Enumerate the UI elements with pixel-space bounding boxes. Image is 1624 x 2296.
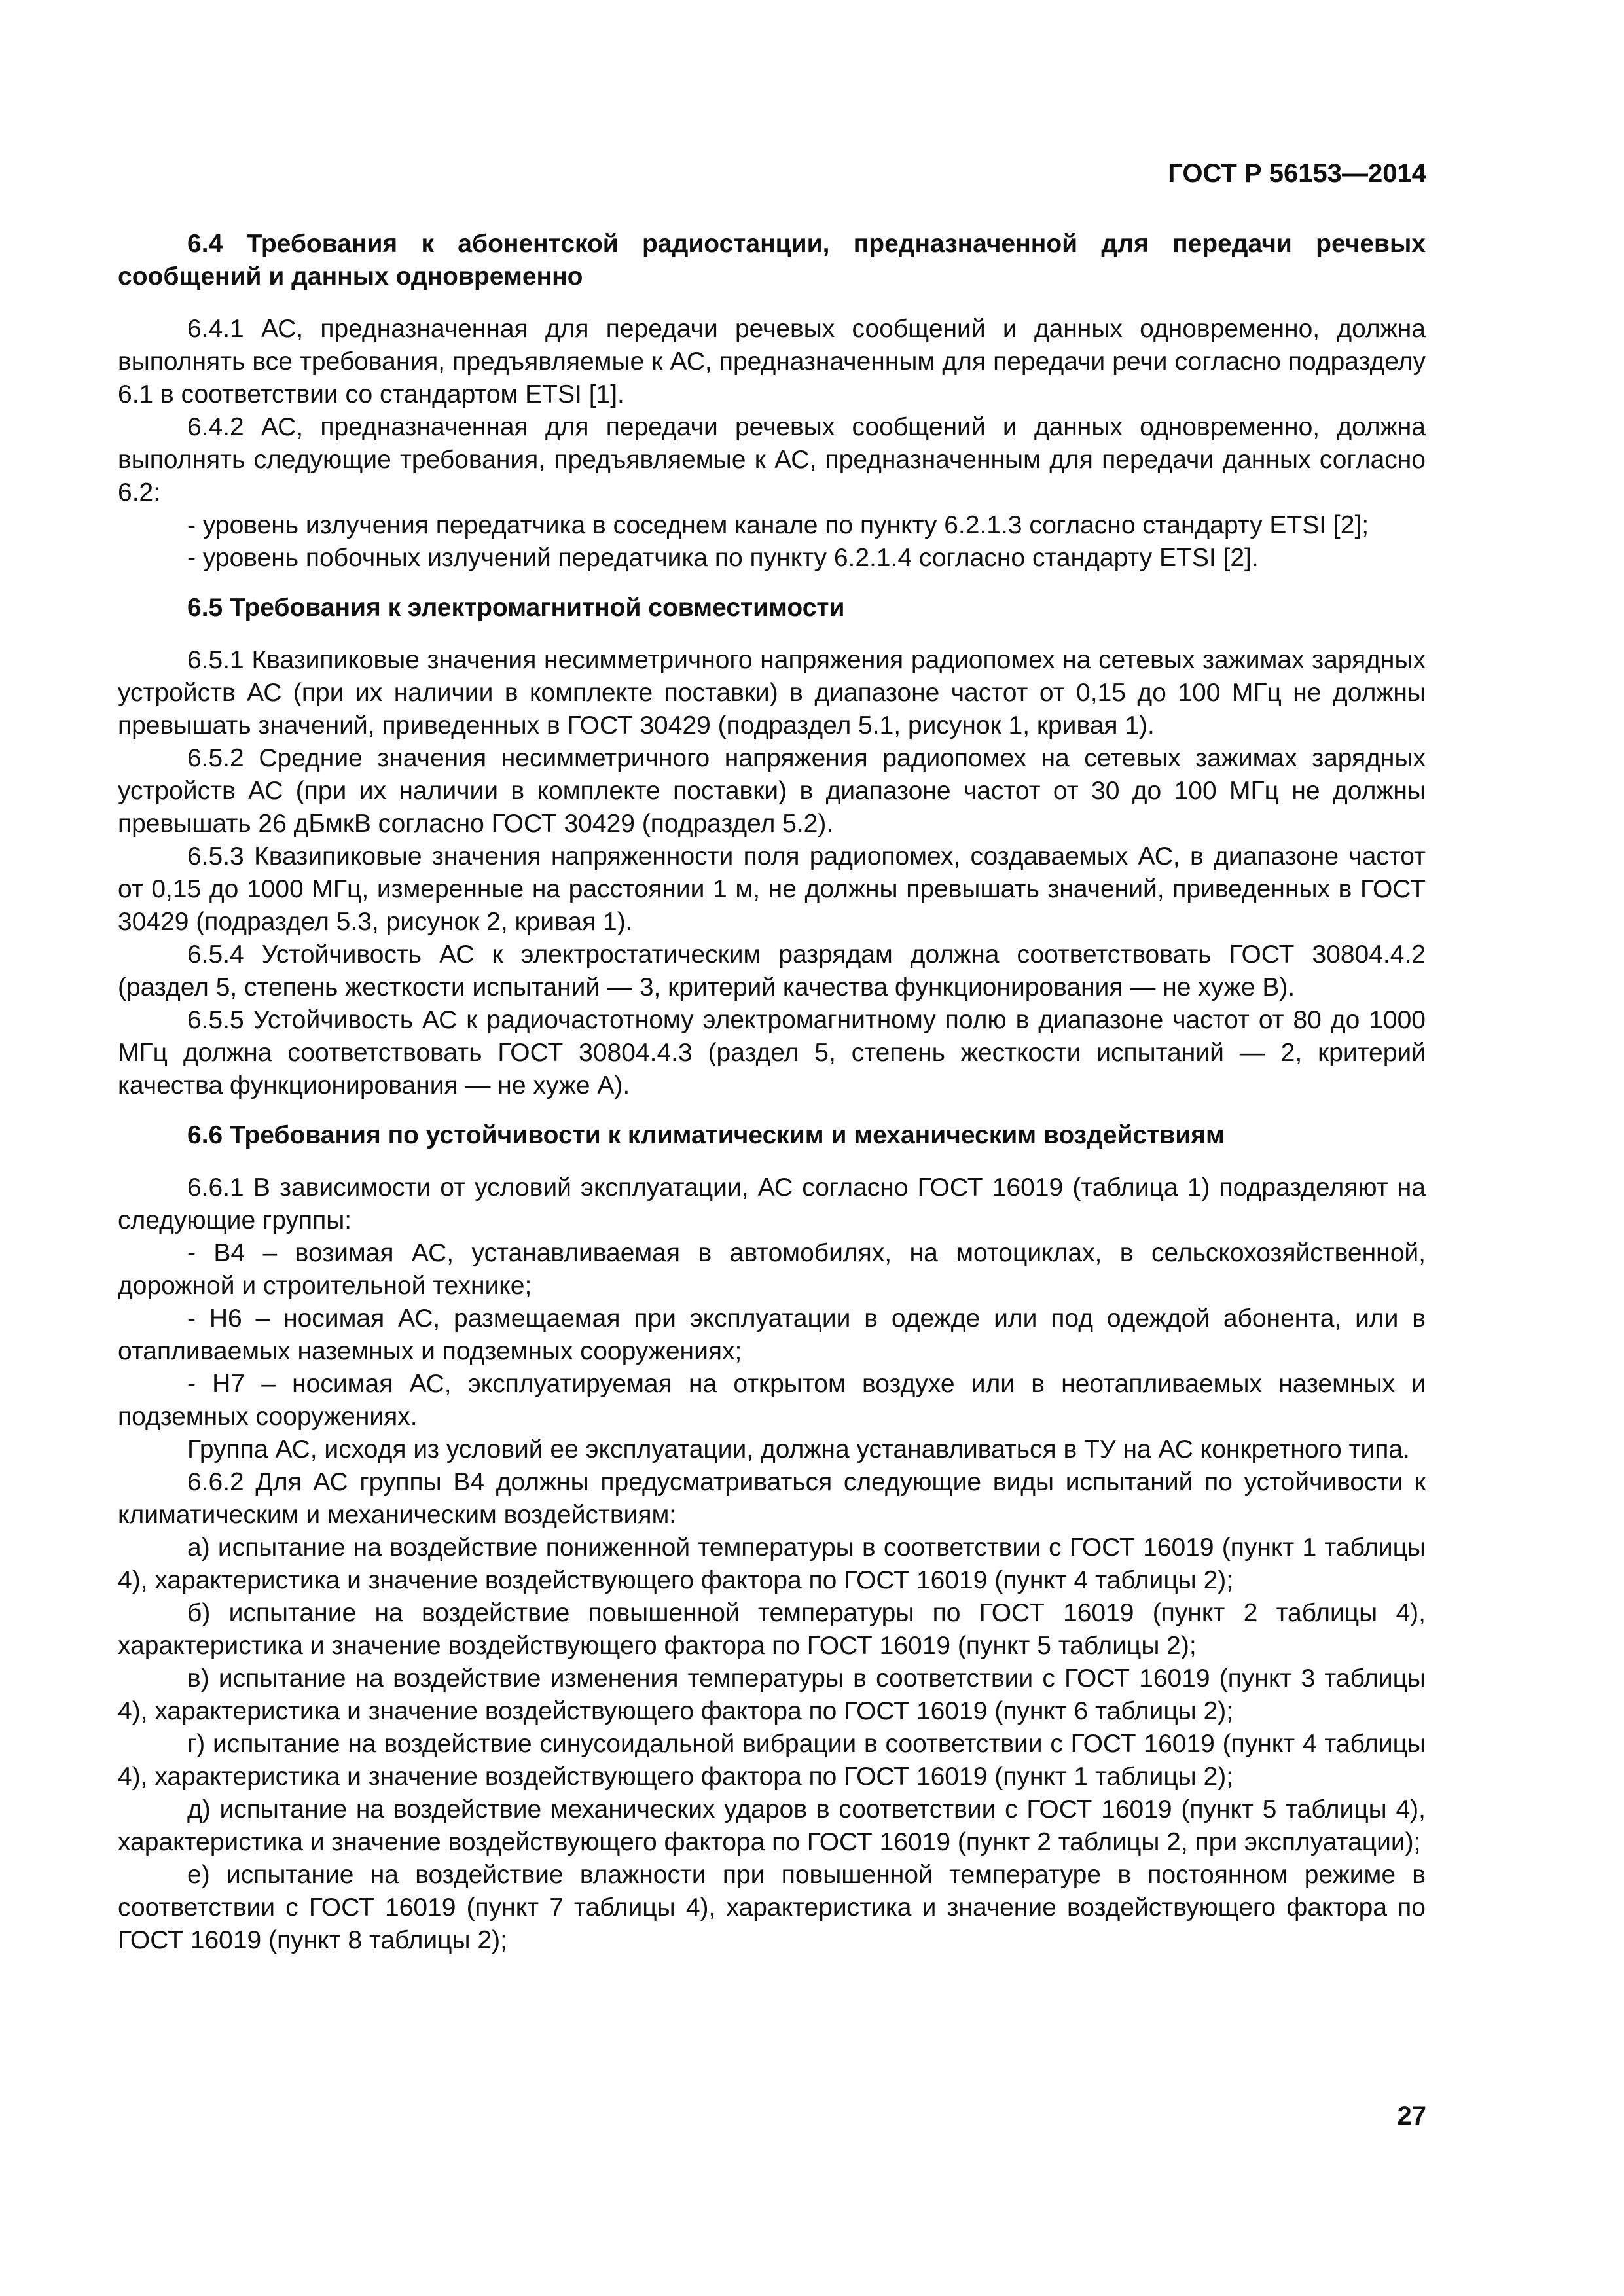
list-item: е) испытание на воздействие влажности при повышенной температуре в постоянном режиме в соответствии с ГОСТ 16019 (пункт 7 таблицы 4), характеристика и значение воздействующего фактора по ГОСТ 16019 (пункт 8 таблицы 2); [118, 1861, 1426, 1954]
list-item: г) испытание на воздействие синусоидальной вибрации в соответствии с ГОСТ 16019 (пункт 4 таблицы 4), характеристика и значение воздействующего фактора по ГОСТ 16019 (пункт 1 таблицы 2); [118, 1730, 1426, 1791]
document-id-header: ГОСТ Р 56153—2014 [1168, 159, 1426, 188]
paragraph: 6.4.1 АС, предназначенная для передачи речевых сообщений и данных одновременно, должна выполнять все требования, предъявляемые к АС, предназначенным для передачи речи согласно подразделу 6.1 в соответствии со стандартом ETSI [1]. [118, 315, 1426, 408]
document-body [118, 228, 1426, 1957]
list-item: д) испытание на воздействие механических ударов в соответствии с ГОСТ 16019 (пункт 5 таблицы 4), характеристика и значение воздействующего фактора по ГОСТ 16019 (пункт 2 таблицы 2, при эксплуатации); [118, 1795, 1426, 1856]
paragraph: 6.5.4 Устойчивость АС к электростатическим разрядам должна соответствовать ГОСТ 30804.4.2 (раздел 5, степень жесткости испытаний — 3, критерий качества функционирования — не хуже В). [118, 941, 1426, 1001]
paragraph: 6.5.2 Средние значения несимметричного напряжения радиопомех на сетевых зажимах зарядных устройств АС (при их наличии в комплекте поставки) в диапазоне частот от 30 до 100 МГц не должны превышать 26 дБмкВ согласно ГОСТ 30429 (подраздел 5.2). [118, 744, 1426, 838]
paragraph: 6.5.3 Квазипиковые значения напряженности поля радиопомех, создаваемых АС, в диапазоне частот от 0,15 до 1000 МГц, измеренные на расстоянии 1 м, не должны превышать значений, приведенных в ГОСТ 30429 (подраздел 5.3, рисунок 2, кривая 1). [118, 842, 1426, 936]
paragraph: 6.5.1 Квазипиковые значения несимметричного напряжения радиопомех на сетевых зажимах зарядных устройств АС (при их наличии в комплекте поставки) в диапазоне частот от 0,15 до 100 МГц не должны превышать значений, приведенных в ГОСТ 30429 (подраздел 5.1, рисунок 1, кривая 1). [118, 646, 1426, 740]
page-number: 27 [1397, 2102, 1426, 2130]
paragraph: 6.6.2 Для АС группы В4 должны предусматриваться следующие виды испытаний по устойчивости к климатическим и механическим воздействиям: [118, 1468, 1426, 1529]
list-item: - Н7 – носимая АС, эксплуатируемая на открытом воздухе или в неотапливаемых наземных и подземных сооружениях. [118, 1370, 1426, 1431]
list-item: - уровень излучения передатчика в соседнем канале по пункту 6.2.1.3 согласно стандарту ETSI [2]; [187, 511, 1369, 539]
list-item: - В4 – возимая АС, устанавливаемая в автомобилях, на мотоциклах, в сельскохозяйственной, дорожной и строительной технике; [118, 1239, 1426, 1300]
paragraph: 6.5.5 Устойчивость АС к радиочастотному электромагнитному полю в диапазоне частот от 80 до 1000 МГц должна соответствовать ГОСТ 30804.4.3 (раздел 5, степень жесткости испытаний — 2, критерий качества функционирования — не хуже А). [118, 1006, 1426, 1100]
section-heading-6-4: 6.4 Требования к абонентской радиостанции, предназначенной для передачи речевых сообщений и данных одновременно [118, 230, 1426, 291]
list-item: - уровень побочных излучений передатчика по пункту 6.2.1.4 согласно стандарту ETSI [2]. [187, 544, 1259, 572]
section-heading-6-6: 6.6 Требования по устойчивости к климатическим и механическим воздействиям [187, 1121, 1225, 1149]
section-heading-6-5: 6.5 Требования к электромагнитной совместимости [187, 594, 845, 622]
paragraph: 6.6.1 В зависимости от условий эксплуатации, АС согласно ГОСТ 16019 (таблица 1) подразделяют на следующие группы: [118, 1174, 1426, 1234]
list-item: - Н6 – носимая АС, размещаемая при эксплуатации в одежде или под одеждой абонента, или в отапливаемых наземных и подземных сооружениях; [118, 1304, 1426, 1365]
paragraph: 6.4.2 АС, предназначенная для передачи речевых сообщений и данных одновременно, должна выполнять следующие требования, предъявляемые к АС, предназначенным для передачи данных согласно 6.2: [118, 413, 1426, 507]
list-item: б) испытание на воздействие повышенной температуры по ГОСТ 16019 (пункт 2 таблицы 4), характеристика и значение воздействующего фактора по ГОСТ 16019 (пункт 5 таблицы 2); [118, 1599, 1426, 1660]
list-item: в) испытание на воздействие изменения температуры в соответствии с ГОСТ 16019 (пункт 3 таблицы 4), характеристика и значение воздействующего фактора по ГОСТ 16019 (пункт 6 таблицы 2); [118, 1664, 1426, 1725]
paragraph: Группа АС, исходя из условий ее эксплуатации, должна устанавливаться в ТУ на АС конкретного типа. [187, 1435, 1410, 1463]
list-item: а) испытание на воздействие пониженной температуры в соответствии с ГОСТ 16019 (пункт 1 таблицы 4), характеристика и значение воздействующего фактора по ГОСТ 16019 (пункт 4 таблицы 2); [118, 1534, 1426, 1594]
